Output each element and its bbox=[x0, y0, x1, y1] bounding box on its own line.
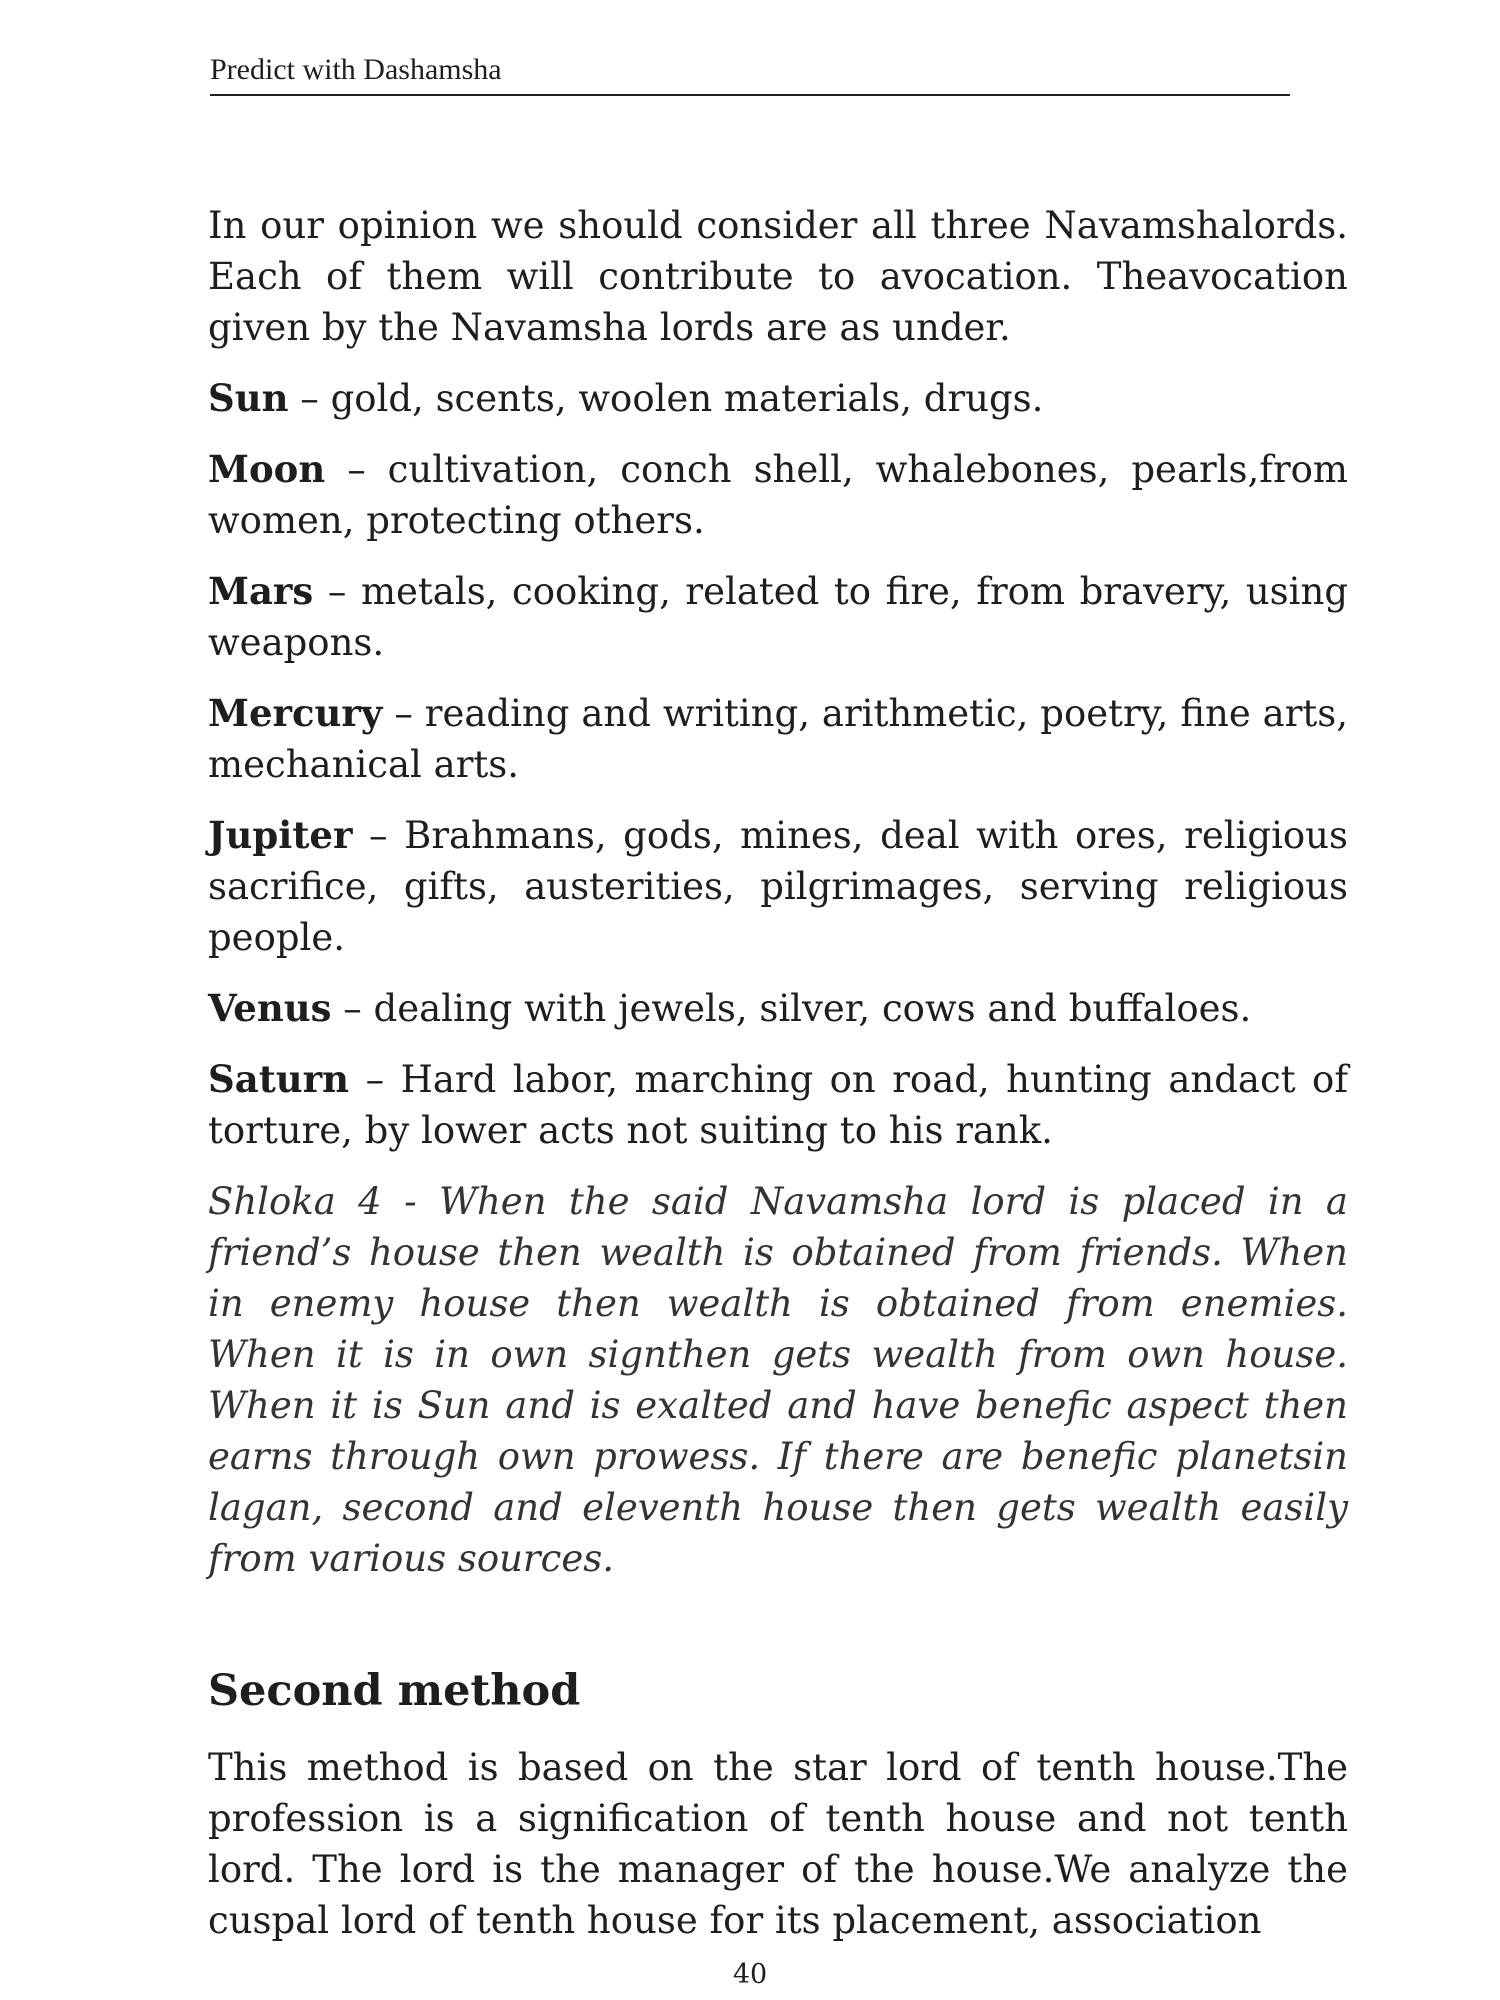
dash: – bbox=[365, 1058, 385, 1101]
section-body: This method is based on the star lord of tenth house.The profession is a signification of tenth house and not tenth lord. The lord is the manager of the house.We analyze the cuspal lord of tenth house for its placement, association bbox=[208, 1746, 1348, 1942]
planet-entry-jupiter bbox=[208, 810, 1348, 963]
planet-entry-saturn bbox=[208, 1054, 1348, 1156]
planet-text: gold, scents, woolen materials, drugs. bbox=[330, 377, 1044, 420]
planet-name: Moon bbox=[208, 447, 326, 491]
planet-entry-mars bbox=[208, 566, 1348, 668]
planet-text: reading and writing, arithmetic, poetry, fine arts, mechanical arts. bbox=[208, 692, 1349, 786]
planet-entry-moon bbox=[208, 444, 1348, 546]
planet-name: Venus bbox=[208, 986, 332, 1030]
planet-text: Hard labor, marching on road, hunting andact of torture, by lower acts not suiting to his rank. bbox=[208, 1058, 1349, 1152]
dash: – bbox=[347, 448, 366, 491]
running-head: Predict with Dashamsha bbox=[210, 50, 1290, 96]
planet-name: Mercury bbox=[208, 691, 383, 735]
shloka-paragraph: Shloka 4 - When the said Navamsha lord is placed in a friend’s house then wealth is obtained from friends. When in enemy house then wealth is obtained from enemies. When it is in own signthen gets wealth from own house. When it is Sun and is exalted and have benefic aspect then earns through own prowess. If there are benefic planetsin lagan, second and eleventh house then gets wealth easily from various sources. bbox=[208, 1180, 1348, 1580]
dash: – bbox=[369, 814, 388, 857]
dash: – bbox=[394, 692, 413, 735]
planet-name: Mars bbox=[208, 569, 314, 613]
section-heading: Second method bbox=[208, 1666, 581, 1716]
dash: – bbox=[327, 570, 347, 613]
dash: – bbox=[343, 987, 362, 1030]
planet-text: metals, cooking, related to fire, from bravery, using weapons. bbox=[208, 570, 1349, 664]
planet-text: dealing with jewels, silver, cows and buffaloes. bbox=[373, 987, 1252, 1030]
dash: – bbox=[300, 377, 319, 420]
planet-name: Sun bbox=[208, 376, 289, 420]
planet-entry-venus bbox=[208, 983, 1348, 1034]
planet-entry-mercury bbox=[208, 688, 1348, 790]
intro-paragraph: In our opinion we should consider all three Navamshalords. Each of them will contribute to avocation. Theavocation given by the Navamsha lords are as under. bbox=[208, 204, 1348, 349]
page-body bbox=[208, 200, 1348, 1946]
planet-text: Brahmans, gods, mines, deal with ores, religious sacrifice, gifts, austerities, pilgrimages, serving religious people. bbox=[208, 814, 1348, 959]
page-number: 40 bbox=[732, 1959, 768, 1990]
planet-name: Saturn bbox=[208, 1057, 350, 1101]
planet-name: Jupiter bbox=[208, 813, 353, 857]
planet-entry-sun bbox=[208, 373, 1348, 424]
planet-text: cultivation, conch shell, whalebones, pearls,from women, protecting others. bbox=[208, 448, 1349, 542]
